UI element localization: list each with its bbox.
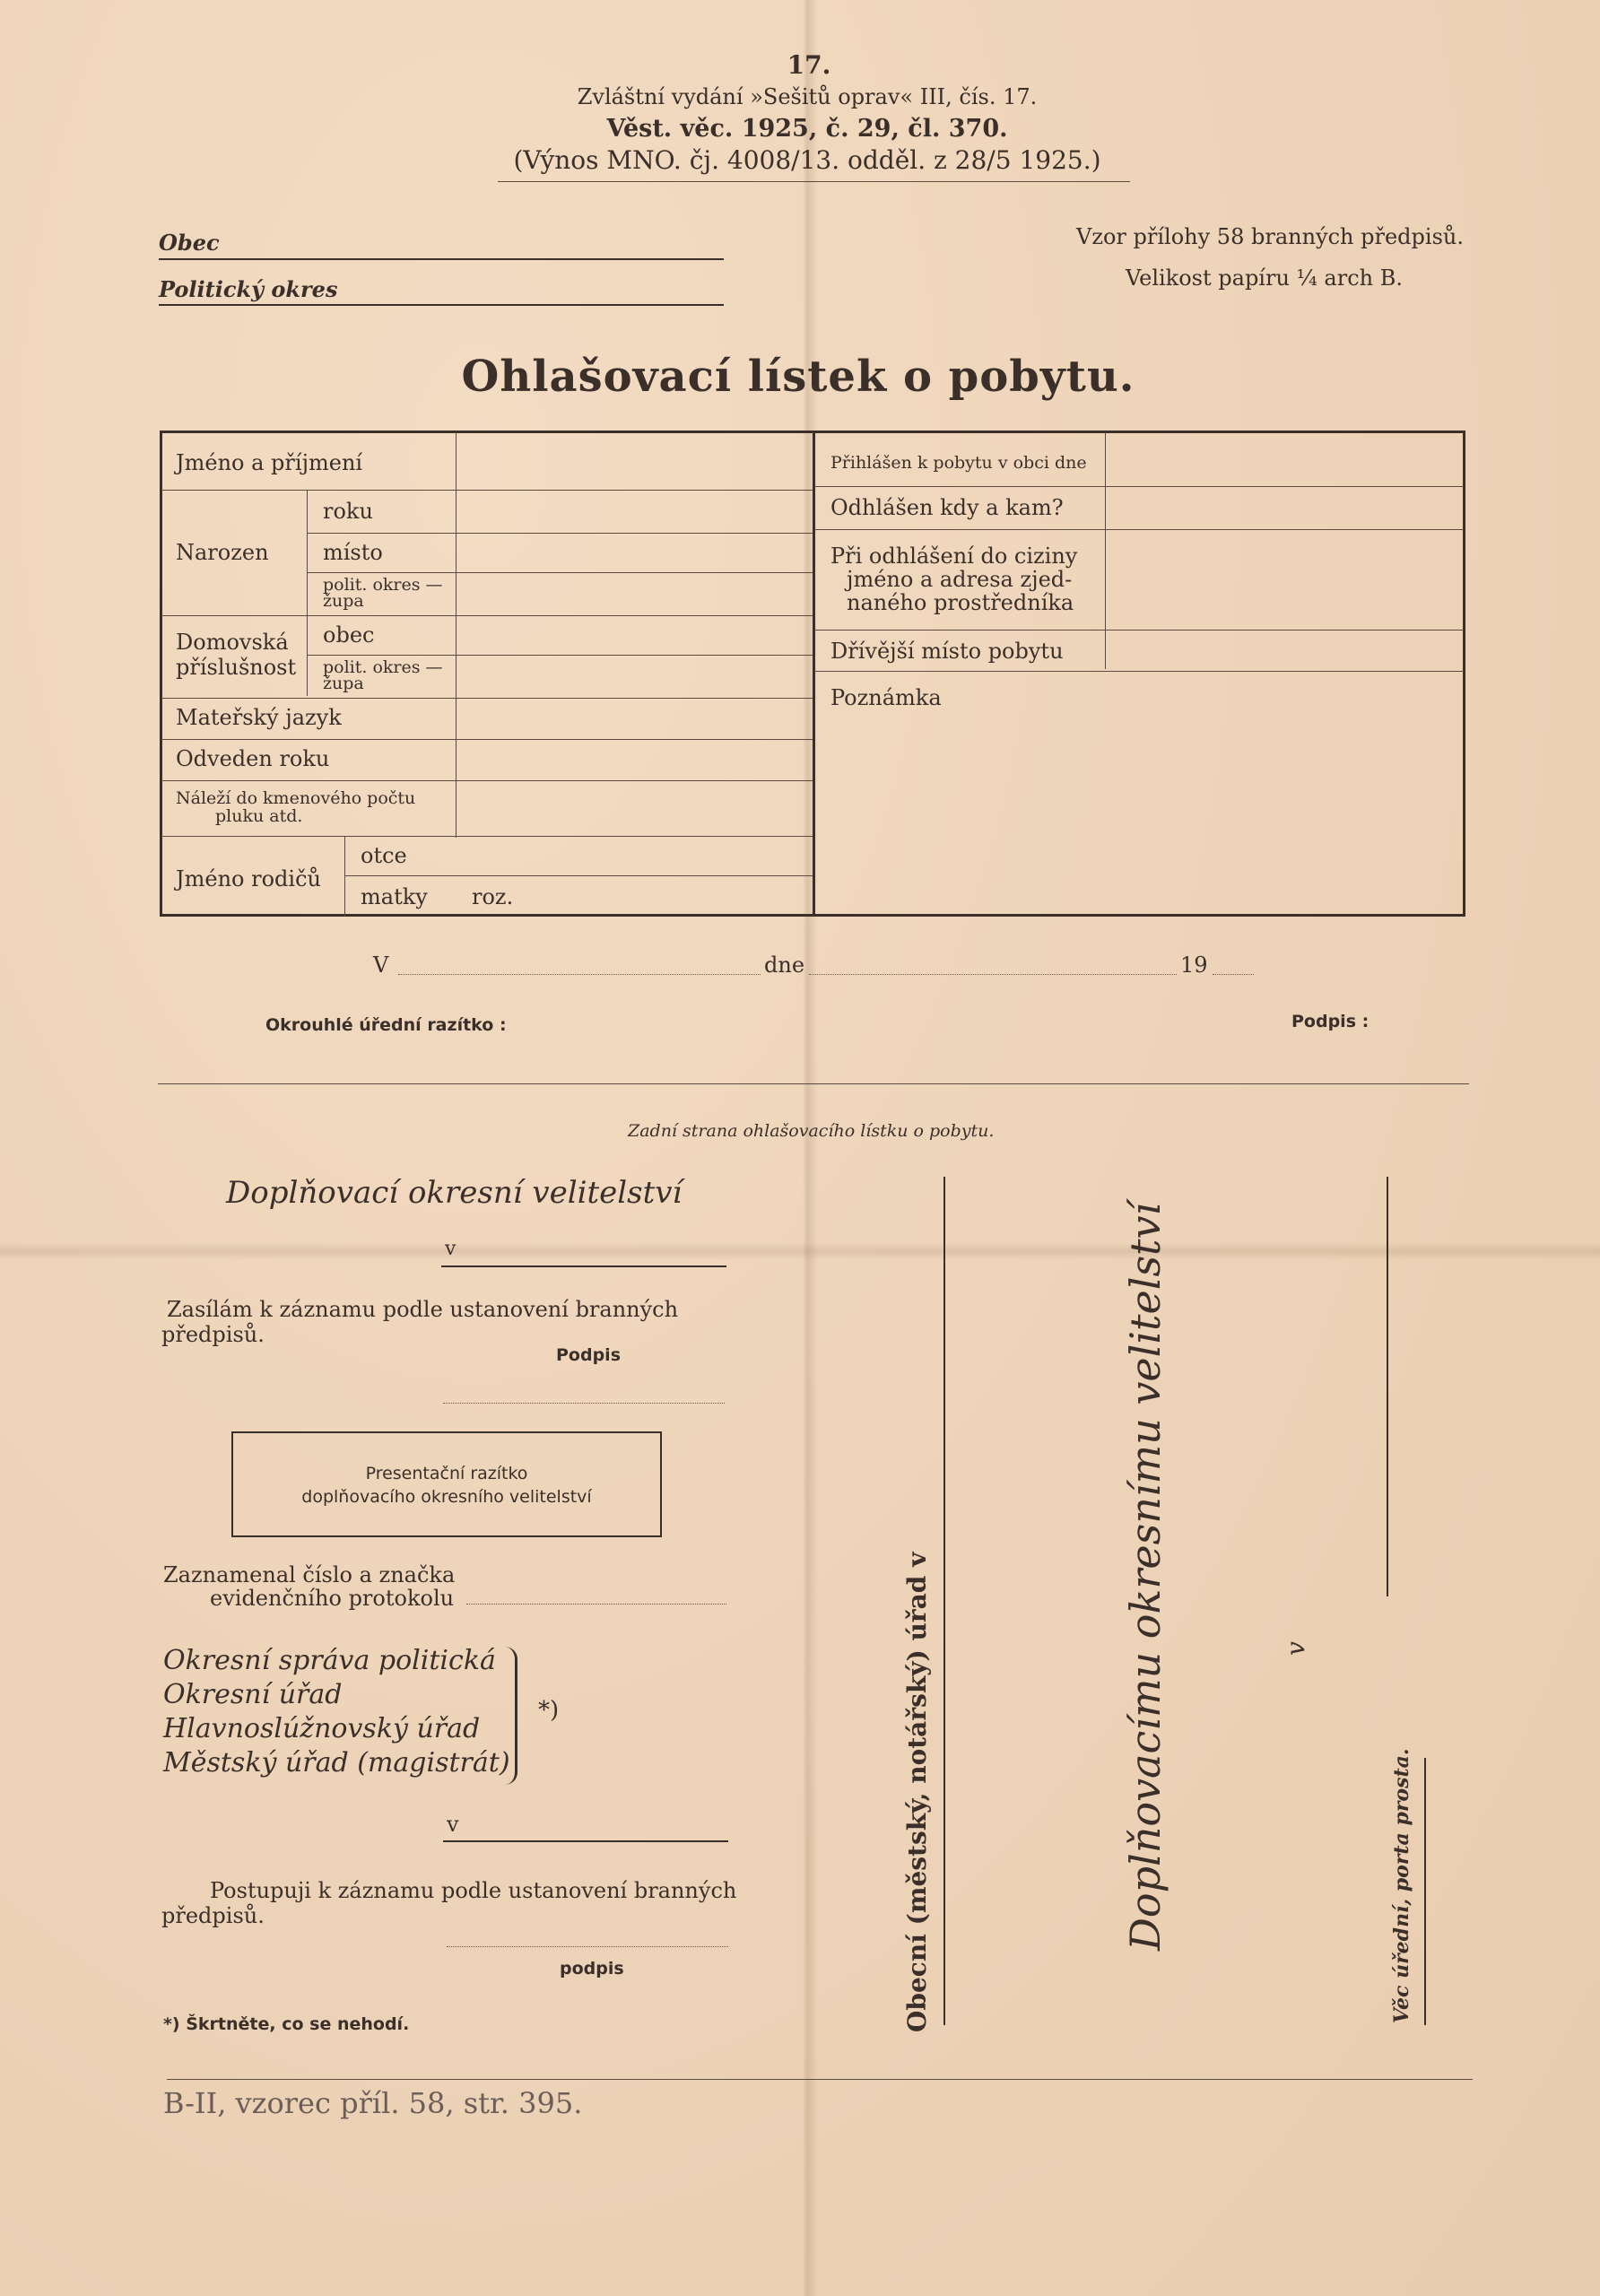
podpis-front-label: Podpis : bbox=[1291, 1012, 1370, 1031]
prislusnost-label: příslušnost bbox=[176, 655, 297, 680]
header-line-3: (Výnos MNO. čj. 4008/13. odděl. z 28/5 1925.) bbox=[513, 145, 1101, 175]
zaznam-line-1: Zaznamenal číslo a značka bbox=[163, 1562, 456, 1587]
odveden-label: Odveden roku bbox=[176, 746, 330, 771]
date-dots bbox=[809, 974, 1177, 975]
vertical-porta-prosta: Věc úřední, porta prosta. bbox=[1390, 1748, 1413, 2023]
podpis-back-1: Podpis bbox=[556, 1345, 622, 1365]
year-label: 19 bbox=[1180, 952, 1208, 978]
address-line-1 bbox=[943, 1177, 945, 2025]
razitko-label: Okrouhlé úřední razítko : bbox=[265, 1015, 507, 1035]
okres-line bbox=[159, 304, 724, 306]
presentacni-razitko-box bbox=[231, 1431, 662, 1537]
vzorec-text: B-II, vzorec příl. 58, str. 395. bbox=[163, 2086, 583, 2120]
row-line bbox=[307, 572, 813, 573]
footnote-mark: *) bbox=[538, 1697, 560, 1724]
v-mark-1: v bbox=[445, 1238, 457, 1260]
row-line bbox=[307, 655, 813, 656]
form-title: Ohlašovací lístek o pobytu. bbox=[461, 352, 1135, 402]
v-label: V bbox=[373, 952, 389, 978]
row-line bbox=[161, 739, 813, 740]
zaznam-line-2: evidenčního protokolu bbox=[210, 1586, 455, 1611]
row-line bbox=[161, 698, 813, 699]
jmeno-label: Jméno a příjmení bbox=[176, 450, 363, 475]
matky-label: matky bbox=[361, 884, 428, 909]
okres-label: Politický okres bbox=[159, 276, 338, 302]
back-heading: Zadní strana ohlašovacího lístku o pobytu. bbox=[628, 1121, 995, 1141]
urad-option-1: Okresní správa politická bbox=[163, 1645, 496, 1676]
right-value-divider bbox=[1105, 432, 1106, 669]
prihlasen-label: Přihlášen k pobytu v obci dne bbox=[830, 453, 1087, 473]
header-underline bbox=[498, 181, 1130, 182]
velikost-text: Velikost papíru ¼ arch B. bbox=[1126, 265, 1403, 291]
vertical-velitelstvi: Doplňovacímu okresnímu velitelství bbox=[1121, 1202, 1170, 1951]
address-line-2 bbox=[1387, 1177, 1388, 1596]
drivejsi-label: Dřívější místo pobytu bbox=[830, 639, 1064, 664]
cizina-label-2: jméno a adresa zjed- bbox=[847, 567, 1073, 592]
rodicu-divider bbox=[344, 836, 345, 917]
zasilam-line-1: Zasílám k záznamu podle ustanovení branných bbox=[167, 1297, 679, 1322]
year-dots bbox=[1213, 974, 1254, 975]
left-value-divider bbox=[456, 432, 457, 838]
place-dots bbox=[398, 974, 761, 975]
row-line bbox=[161, 615, 813, 616]
urad-line bbox=[443, 1840, 728, 1842]
podpis-back-2: podpis bbox=[560, 1959, 624, 1979]
front-back-separator bbox=[158, 1083, 1469, 1084]
otce-label: otce bbox=[361, 843, 407, 868]
narozen-divider bbox=[307, 490, 308, 696]
podpis-dots-2 bbox=[447, 1946, 728, 1947]
row-line bbox=[161, 836, 813, 837]
cizina-label-1: Při odhlášení do ciziny bbox=[830, 544, 1078, 569]
misto-label: místo bbox=[323, 540, 383, 565]
v-mark-2: v bbox=[447, 1812, 459, 1837]
jazyk-label: Mateřský jazyk bbox=[176, 705, 342, 730]
zasilam-line-2: předpisů. bbox=[161, 1322, 265, 1347]
vertical-v: v bbox=[1281, 1641, 1310, 1656]
obec-line bbox=[159, 258, 724, 260]
row-line bbox=[814, 486, 1464, 487]
narozen-label: Narozen bbox=[176, 540, 269, 565]
brace bbox=[499, 1647, 517, 1785]
urad-option-2: Okresní úřad bbox=[163, 1679, 343, 1710]
vertical-obecni-urad: Obecní (městský, notářský) úřad v bbox=[902, 1552, 932, 2032]
polit-okres-label-2: polit. okres — bbox=[323, 657, 443, 677]
row-line bbox=[814, 671, 1464, 672]
domovska-label: Domovská bbox=[176, 630, 289, 655]
urad-option-4: Městský úřad (magistrát) bbox=[163, 1747, 510, 1779]
header-line-1: Zvláštní vydání »Sešitů oprav« III, čís. 17. bbox=[577, 84, 1038, 109]
header-line-2: Věst. věc. 1925, č. 29, čl. 370. bbox=[606, 115, 1008, 143]
row-line bbox=[814, 529, 1464, 530]
cizina-label-3: naného prostředníka bbox=[847, 590, 1074, 615]
rodicu-label: Jméno rodičů bbox=[176, 866, 321, 891]
razitko-line-2: doplňovacího okresního velitelství bbox=[301, 1487, 592, 1507]
row-line bbox=[344, 875, 813, 876]
row-line bbox=[161, 490, 813, 491]
zupa-label: župa bbox=[323, 591, 364, 611]
velitelstvi-line bbox=[441, 1265, 726, 1267]
row-line bbox=[307, 533, 813, 534]
urad-option-3: Hlavnoslúžnovský úřad bbox=[163, 1713, 481, 1744]
address-line-3 bbox=[1424, 1758, 1426, 2025]
roz-label: roz. bbox=[472, 884, 514, 909]
row-line bbox=[161, 780, 813, 781]
dne-label: dne bbox=[764, 952, 805, 978]
postupuji-line-1: Postupuji k záznamu podle ustanovení branných bbox=[210, 1878, 737, 1903]
postupuji-line-2: předpisů. bbox=[161, 1903, 265, 1928]
bottom-line bbox=[167, 2079, 1473, 2080]
podpis-dots-1 bbox=[443, 1403, 725, 1404]
roku-label: roku bbox=[323, 499, 373, 524]
footnote-text: *) Škrtněte, co se nehodí. bbox=[163, 2014, 410, 2034]
zupa-label-2: župa bbox=[323, 674, 364, 693]
row-line bbox=[814, 630, 1464, 631]
odhlasen-label: Odhlášen kdy a kam? bbox=[830, 495, 1064, 520]
poznamka-label: Poznámka bbox=[830, 685, 942, 710]
polit-okres-label: polit. okres — bbox=[323, 575, 443, 595]
obec-cell-label: obec bbox=[323, 622, 375, 648]
nalezi-label-1: Náleží do kmenového počtu bbox=[176, 788, 416, 808]
vzor-text: Vzor přílohy 58 branných předpisů. bbox=[1076, 224, 1464, 249]
velitelstvi-heading: Doplňovací okresní velitelství bbox=[226, 1175, 683, 1211]
obec-label: Obec bbox=[159, 230, 220, 256]
page-number: 17. bbox=[787, 50, 831, 80]
table-center-divider bbox=[813, 432, 815, 917]
razitko-line-1: Presentační razítko bbox=[365, 1464, 528, 1483]
nalezi-label-2: pluku atd. bbox=[215, 806, 303, 826]
zaznam-dots bbox=[466, 1604, 726, 1605]
